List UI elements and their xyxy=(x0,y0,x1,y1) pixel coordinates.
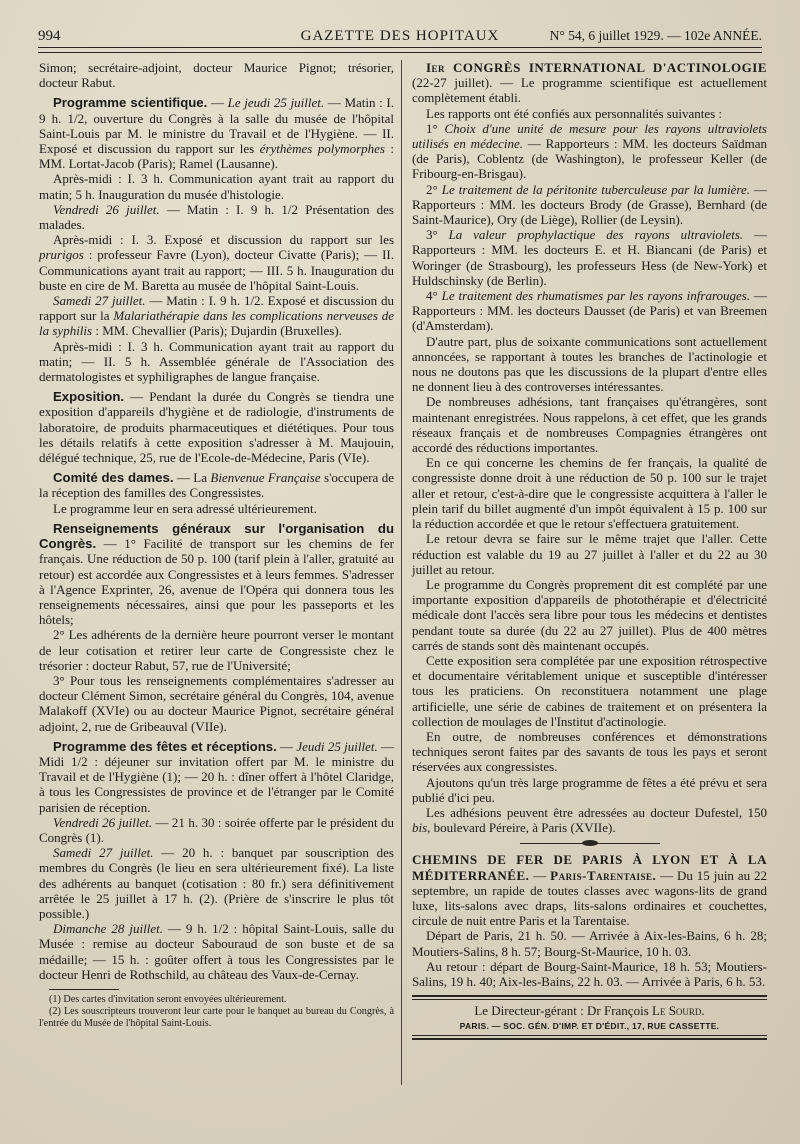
printer-imprint: PARIS. — SOC. GÉN. D'IMP. ET D'ÉDIT., 17, RUE CASSETTE. xyxy=(459,1021,720,1032)
paragraph: Après-midi : I. 3 h. Communication ayant trait au rapport du matin; — II. 5 h. Assemblée générale de l'Association des dermatologistes et syphiligraphes de langue française. xyxy=(39,338,394,385)
paragraph: Cette exposition sera complétée par une exposition rétrospective et documentaire véritablement unique et susceptible d'intéresser tous les praticiens. On reconstituera notamment une plage artificielle, une série de cabines de traitement et on présentera la collection de moulages de l'Institut d'actinologie. xyxy=(412,652,767,729)
paragraph: Simon; secrétaire-adjoint, docteur Maurice Pignot; trésorier, docteur Rabut. xyxy=(39,60,394,91)
paragraph: 2° Le traitement de la péritonite tuberculeuse par la lumière. — Rapporteurs : MM. les docteurs Brody (de Grasse), Bernhard (de Saint-Maurice), Ory (de Liège), Rollier (de Leysin). xyxy=(412,181,768,228)
section-heading: Ier CONGRÈS INTERNATIONAL D'ACTINOLOGIE xyxy=(426,60,767,75)
footnote: (2) Les souscripteurs trouveront leur carte pour le banquet au bureau du Congrès, à l'entrée du Musée de l'hôpital Saint-Louis. xyxy=(39,1005,394,1029)
section-heading: Comité des dames. xyxy=(53,470,174,486)
railway-paragraph: CHEMINS DE FER DE PARIS À LYON ET À LA MÉDITERRANÉE. — Paris-Tarentaise. — Du 15 juin au 22 septembre, un rapide de toutes classes avec wagons-lits de grand luxe, lits-salons avec draps, lits-salons ordinaires et couchettes, circule de nuit entre Paris et la Tarentaise. xyxy=(412,852,767,929)
paragraph: Après-midi : I. 3 h. Communication ayant trait au rapport du matin; 5 h. Inauguration du musée d'histologie. xyxy=(39,171,394,202)
right-column xyxy=(412,60,767,1043)
section-heading: Programme scientifique. xyxy=(53,95,208,111)
bottom-rule xyxy=(412,1035,767,1040)
signature-rule xyxy=(412,995,767,1000)
paragraph: 3° La valeur prophylactique des rayons ultraviolets. — Rapporteurs : MM. les docteurs E. et H. Biancani (de Paris) et Woringer (de Strasbourg), les professeurs Hess (de New-York) et Huldschinsky (de Berlin). xyxy=(412,227,768,288)
paragraph: 2° Les adhérents de la dernière heure pourront verser le montant de leur cotisation et retirer leur carte de Congressiste chez le trésorier : docteur Rabut, 57, rue de l'Université; xyxy=(39,627,394,673)
paragraph: 1° Choix d'une unité de mesure pour les rayons ultraviolets utilisés en médecine. — Rapporteurs : MM. les docteurs Saïdman (de Paris), Coblentz (de Washington), le professeur Keller (de Fribourg-en-Brisgau). xyxy=(412,120,768,182)
directeur-gerant: Le Directeur-gérant : Dr François Le Sourd. xyxy=(474,1003,705,1019)
footnote-rule xyxy=(49,989,119,990)
paragraph: 3° Pour tous les renseignements complémentaires s'adresser au docteur Clément Simon, secrétaire général du Congrès, 104, avenue Malakoff (XVIe) ou au docteur Maurice Pignot, secrétaire général adjoint, 2, rue de Gribeauval (VIIe). xyxy=(39,672,394,734)
section-heading: Programme des fêtes et réceptions. xyxy=(53,738,277,754)
paragraph: De nombreuses adhésions, tant françaises qu'étrangères, sont maintenant enregistrées. Nous rappelons, à cet effet, que les grands réseaux français et de nombreuses Compagnies étrangères ont accordé des réductions importantes. xyxy=(412,394,767,456)
exposition-paragraph: Exposition. — Pendant la durée du Congrès se tiendra une exposition d'appareils d'hygiène et de radiologie, d'instruments de laboratoire, de produits pharmaceutiques et diététiques. Pour tous les détails relatifs à cette exposition s'adresser à M. Maujouin, délégué technique, 25, rue de l'Ecole-de-Médecine, Paris (VIe). xyxy=(39,389,394,466)
paragraph: Vendredi 26 juillet. — Matin : I. 9 h. 1/2 Présentation des malades. xyxy=(39,201,394,233)
left-column xyxy=(39,60,394,1030)
paragraph: 4° Le traitement des rhumatismes par les rayons infrarouges. — Rapporteurs : MM. les docteurs Dausset (de Paris) et van Breemen (d'Amsterdam). xyxy=(412,288,767,334)
paragraph: Le programme leur en sera adressé ultérieurement. xyxy=(53,500,317,516)
page-number: 994 xyxy=(38,28,61,44)
paragraph: Le programme du Congrès proprement dit est complété par une importante exposition d'appareils de photothérapie et d'électricité médicale dont l'accès sera libre pour tous les médecins et dentistes pendant toute sa durée (du 22 au 27 juillet). Plus de 400 mètres carrés de stands sont dès maintenant occupés. xyxy=(412,576,767,653)
paragraph: Le retour devra se faire sur le même trajet que l'aller. Cette réduction est valable du 19 au 27 juillet à l'aller et du 22 au 30 juillet au retour. xyxy=(412,531,767,577)
ornament-divider xyxy=(520,843,660,846)
paragraph: D'autre part, plus de soixante communications sont actuellement annoncées, se rapportant à toutes les branches de l'actinologie et nous ne doutons pas que les discussions de la plupart d'entre elles ne donnent lieu à des controverses intéressantes. xyxy=(412,333,767,395)
actinologie-paragraph: Ier CONGRÈS INTERNATIONAL D'ACTINOLOGIE (22-27 juillet). — Le programme scientifique est actuellement complètement établi. xyxy=(412,60,767,106)
journal-title: GAZETTE DES HOPITAUX xyxy=(300,28,500,44)
paragraph: Les rapports ont été confiés aux personnalités suivantes : xyxy=(426,105,723,121)
paragraph: Après-midi : I. 3. Exposé et discussion du rapport sur les prurigos : professeur Favre (Lyon), docteur Civatte (Paris); — II. Communications ayant trait au rapport; — III. 5 h. Inauguration du buste en cire de M. Baretta au musée de l'hôpital Saint-Louis. xyxy=(39,232,394,293)
paragraph: Samedi 27 juillet. — 20 h. : banquet par souscription des membres du Congrès (le lieu en sera ultérieurement fixé). La liste des adhérents au banquet (cotisation : 80 fr.) sera définitivement arrêtée le 25 juillet à 17 h. (2). (Prière de s'inscrire le plus tôt possible.) xyxy=(39,845,394,921)
paragraph: Départ de Paris, 21 h. 50. — Arrivée à Aix-les-Bains, 6 h. 28; Moutiers-Salins, 8 h. 57; Bourg-St-Maurice, 10 h. 03. xyxy=(412,928,767,959)
paragraph: Les adhésions peuvent être adressées au docteur Dufestel, 150 bis, boulevard Péreire, à Paris (XVIIe). xyxy=(412,804,767,836)
paragraph: Samedi 27 juillet. — Matin : I. 9 h. 1/2. Exposé et discussion du rapport sur la Malariathérapie dans les complications nerveuses de la syphilis : MM. Chevallier (Paris); Dujardin (Bruxelles). xyxy=(39,293,394,339)
paragraph: Au retour : départ de Bourg-Saint-Maurice, 18 h. 53; Moutiers-Salins, 19 h. 40; Aix-les-Bains, 22 h. 03. — Arrivée à Paris, 6 h. 53. xyxy=(412,958,767,989)
issue-info: N° 54, 6 juillet 1929. — 102e ANNÉE. xyxy=(549,28,762,43)
section-heading: Renseignements généraux sur l'organisation du Congrès. xyxy=(39,520,394,552)
header-rule xyxy=(38,47,762,53)
section-heading: CHEMINS DE FER DE PARIS À LYON ET À LA MÉDITERRANÉE. xyxy=(412,852,767,883)
section-heading: Exposition. xyxy=(53,389,125,405)
paragraph: En ce qui concerne les chemins de fer français, la qualité de congressiste donne droit à une réduction de 50 p. 100 sur le trajet aller et retour, c'est-à-dire que le congressiste acquittera à l'aller le plein tarif du billet augmenté d'un impôt équivalent à 15 p. 100 sur la réduction accordée et que le retour s'effectuera gratuitement. xyxy=(412,455,767,532)
footnote: (1) Des cartes d'invitation seront envoyées ultérieurement. xyxy=(49,993,287,1005)
paragraph: Vendredi 26 juillet. — 21 h. 30 : soirée offerte par le président du Congrès (1). xyxy=(39,814,394,845)
column-separator xyxy=(401,60,402,1085)
paragraph: Ajoutons qu'un très large programme de fêtes a été prévu et sera publié d'ici peu. xyxy=(412,774,767,805)
renseignements-paragraph: Renseignements généraux sur l'organisation du Congrès. — 1° Facilité de transport sur les chemins de fer français. Une réduction de 50 p. 100 (tarif plein à l'aller, gratuité au retour) est accordée aux Congressistes et à leurs femmes. S'adresser à l'Agence Exprinter, 26, avenue de l'Opéra qui donnera tous les renseignements nécessaires, ainsi que pour les passeports et les hôtels; xyxy=(39,520,394,628)
programme-scientifique-paragraph: Programme scientifique. — Le jeudi 25 juillet. — Matin : I. 9 h. 1/2, ouverture du Congrès à la salle du musée de l'hôpital Saint-Louis par M. le ministre du Travail et de l'Hygiène. — II. Exposé et discussion du rapport sur les érythèmes polymorphes : MM. Lortat-Jacob (Paris); Ramel (Lausanne). xyxy=(39,95,395,172)
comite-paragraph: Comité des dames. — La Bienvenue Française s'occupera de la réception des familles des Congressistes. xyxy=(39,470,394,501)
fetes-paragraph: Programme des fêtes et réceptions. — Jeudi 25 juillet. — Midi 1/2 : déjeuner sur invitation offert par M. le ministre du Travail et de l'Hygiène (1); — 20 h. : dîner offert à l'hôtel Claridge, à tous les Congressistes de province et de l'étranger par le Comité parisien de réception. xyxy=(39,738,395,815)
paragraph: En outre, de nombreuses conférences et démonstrations techniques seront faites par des savants de tous les pays et seront réservées aux congressistes. xyxy=(412,728,767,775)
paragraph: Dimanche 28 juillet. — 9 h. 1/2 : hôpital Saint-Louis, salle du Musée : remise au docteur Sabouraud de son buste et de sa médaille; — 15 h. : goûter offert à tous les Congressistes par le docteur Henri de Rothschild, au château des Vaux-de-Cernay. xyxy=(39,921,394,982)
